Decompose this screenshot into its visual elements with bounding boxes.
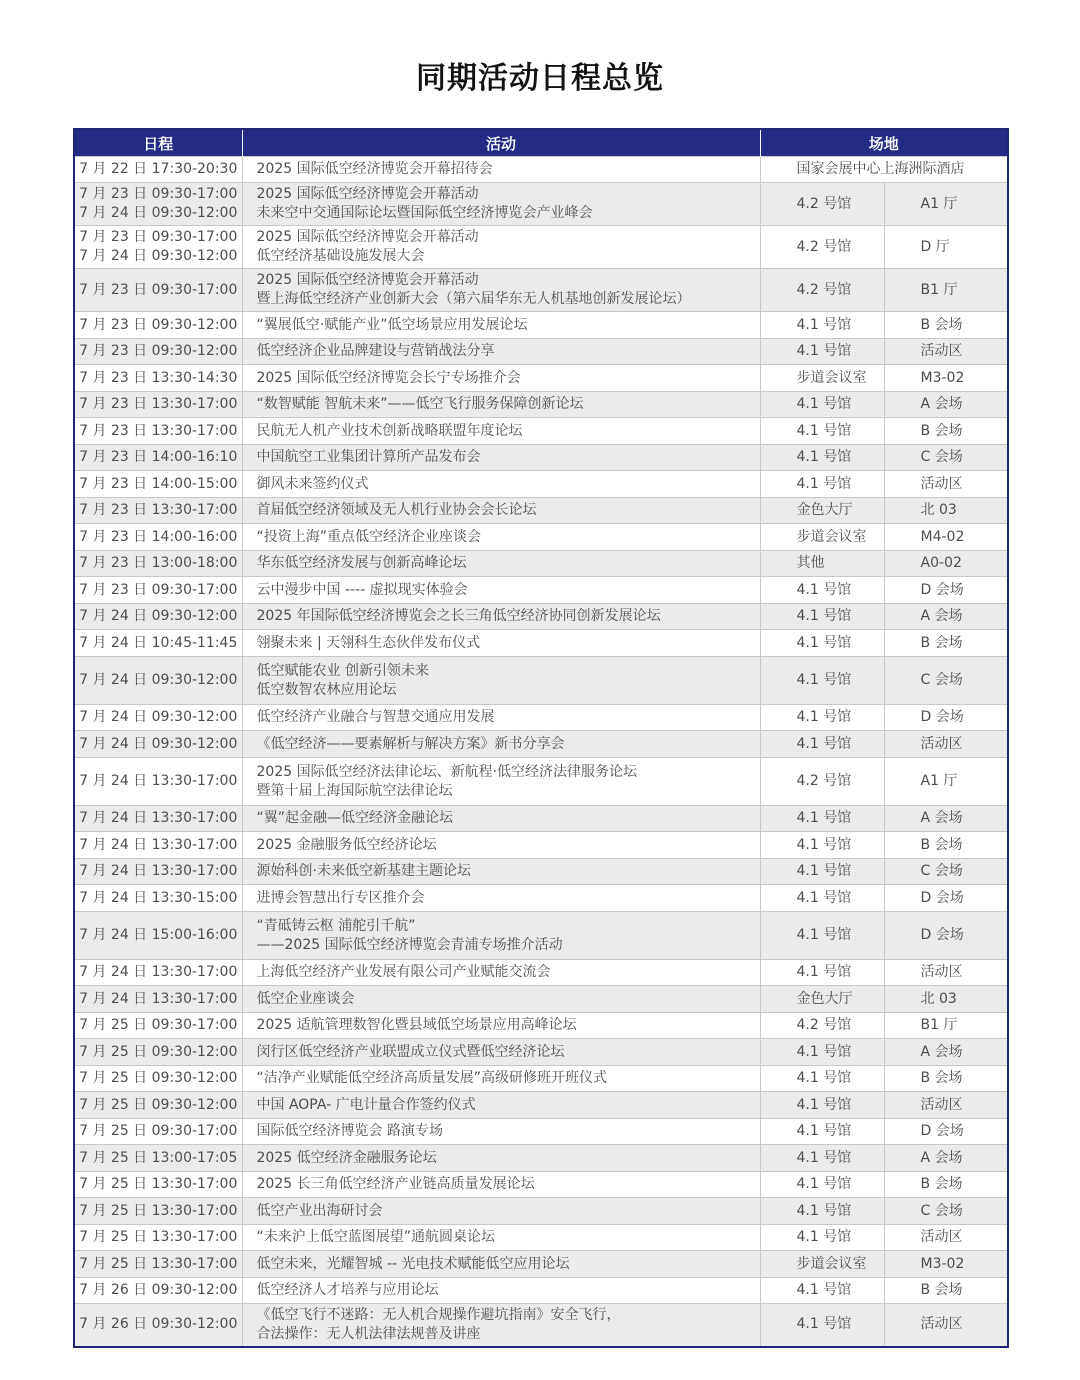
cell-date [74, 657, 242, 705]
cell-hall: 4.1 号馆 [760, 806, 884, 832]
cell-date [74, 758, 242, 806]
date-line: 7 月 23 日 09:30-17:00 [79, 581, 238, 598]
event-line: 未来空中交通国际论坛暨国际低空经济博览会产业峰会 [256, 205, 593, 221]
cell-room: 活动区 [884, 471, 1008, 498]
cell-hall: 4.1 号馆 [760, 1278, 884, 1304]
cell-hall: 步道会议室 [760, 365, 884, 392]
table-row [74, 1304, 1008, 1347]
event-line: 2025 低空经济金融服务论坛 [256, 1149, 437, 1166]
date-line: 7 月 22 日 17:30-20:30 [79, 161, 238, 177]
table-row [74, 657, 1008, 705]
cell-event [242, 339, 760, 365]
cell-date [74, 832, 242, 859]
cell-date [74, 226, 242, 269]
cell-date [74, 731, 242, 758]
cell-room: A1 厅 [884, 183, 1008, 226]
cell-date [74, 1278, 242, 1304]
table-row [74, 269, 1008, 312]
cell-date [74, 339, 242, 365]
cell-event [242, 312, 760, 339]
cell-date [74, 551, 242, 577]
date-line: 7 月 26 日 09:30-12:00 [79, 1316, 238, 1333]
cell-hall: 4.2 号馆 [760, 1013, 884, 1039]
cell-room: B 会场 [884, 1278, 1008, 1304]
cell-hall: 4.1 号馆 [760, 312, 884, 339]
cell-hall: 4.1 号馆 [760, 577, 884, 604]
table-row [74, 912, 1008, 960]
table-row [74, 1092, 1008, 1119]
cell-date [74, 1092, 242, 1119]
date-line: 7 月 24 日 13:30-15:00 [79, 889, 238, 906]
cell-room: 活动区 [884, 339, 1008, 365]
cell-room: A 会场 [884, 1039, 1008, 1066]
cell-room: B1 厅 [884, 269, 1008, 312]
table-row [74, 1251, 1008, 1278]
cell-event [242, 731, 760, 758]
cell-hall: 4.1 号馆 [760, 1225, 884, 1251]
event-line: 2025 国际低空经济博览会开幕活动 [256, 229, 479, 245]
cell-event [242, 183, 760, 226]
cell-hall: 4.1 号馆 [760, 832, 884, 859]
table-row [74, 498, 1008, 524]
cell-event [242, 885, 760, 912]
cell-hall: 4.1 号馆 [760, 339, 884, 365]
event-line: 中国 AOPA- 广电计量合作签约仪式 [256, 1096, 476, 1113]
event-line: 低空企业座谈会 [256, 990, 355, 1007]
event-line: 2025 国际低空经济博览会开幕活动 [256, 186, 479, 202]
table-row [74, 524, 1008, 551]
cell-date [74, 1251, 242, 1278]
cell-room: B 会场 [884, 312, 1008, 339]
cell-date [74, 1066, 242, 1092]
date-line: 7 月 25 日 13:00-17:05 [79, 1149, 238, 1166]
cell-date [74, 1304, 242, 1347]
cell-date [74, 630, 242, 657]
table-row [74, 1198, 1008, 1225]
cell-hall: 4.1 号馆 [760, 705, 884, 731]
date-line: 7 月 23 日 13:30-17:00 [79, 502, 238, 518]
cell-room: 活动区 [884, 731, 1008, 758]
cell-date [74, 806, 242, 832]
cell-room: D 厅 [884, 226, 1008, 269]
cell-date [74, 859, 242, 885]
cell-hall: 步道会议室 [760, 1251, 884, 1278]
cell-event [242, 1304, 760, 1347]
cell-event [242, 1092, 760, 1119]
cell-hall: 4.2 号馆 [760, 269, 884, 312]
cell-room: B 会场 [884, 630, 1008, 657]
event-line: 2025 国际低空经济法律论坛、新航程·低空经济法律服务论坛 [256, 763, 638, 780]
cell-date [74, 1039, 242, 1066]
event-line: 上海低空经济产业发展有限公司产业赋能交流会 [256, 964, 551, 980]
cell-hall: 4.1 号馆 [760, 1172, 884, 1198]
cell-event [242, 1198, 760, 1225]
table-row [74, 832, 1008, 859]
table-header-row [74, 129, 1008, 157]
cell-hall: 4.1 号馆 [760, 731, 884, 758]
event-line: 2025 国际低空经济博览会长宁专场推介会 [256, 369, 521, 386]
table-row [74, 365, 1008, 392]
table-row [74, 960, 1008, 986]
page-title: 同期活动日程总览 [416, 61, 664, 96]
cell-event [242, 960, 760, 986]
event-line: “洁净产业赋能低空经济高质量发展”高级研修班开班仪式 [256, 1070, 608, 1086]
cell-hall: 4.1 号馆 [760, 657, 884, 705]
date-line: 7 月 23 日 09:30-12:00 [79, 316, 238, 333]
cell-room: B 会场 [884, 1172, 1008, 1198]
cell-room: 活动区 [884, 1092, 1008, 1119]
event-line: 云中漫步中国 ---- 虚拟现实体验会 [256, 581, 468, 598]
cell-hall: 4.1 号馆 [760, 1119, 884, 1145]
date-line: 7 月 24 日 15:00-16:00 [79, 927, 238, 943]
event-line: “数智赋能 智航未来”——低空飞行服务保障创新论坛 [256, 396, 584, 412]
cell-event [242, 365, 760, 392]
cell-hall: 4.1 号馆 [760, 960, 884, 986]
event-line: 低空经济产业融合与智慧交通应用发展 [256, 709, 495, 725]
cell-date [74, 960, 242, 986]
cell-hall: 其他 [760, 551, 884, 577]
cell-room: D 会场 [884, 577, 1008, 604]
event-line: 低空产业出海研讨会 [256, 1202, 383, 1219]
cell-event [242, 226, 760, 269]
table-row [74, 731, 1008, 758]
cell-event [242, 806, 760, 832]
date-line: 7 月 25 日 09:30-12:00 [79, 1043, 238, 1060]
cell-hall: 金色大厅 [760, 986, 884, 1013]
table-row [74, 986, 1008, 1013]
schedule-table [73, 128, 1009, 1348]
cell-event [242, 1066, 760, 1092]
table-row [74, 705, 1008, 731]
table-row [74, 1039, 1008, 1066]
cell-hall: 4.1 号馆 [760, 1039, 884, 1066]
cell-event [242, 630, 760, 657]
event-line: 御风未来签约仪式 [256, 475, 369, 492]
cell-room: B 会场 [884, 832, 1008, 859]
event-line: 合法操作：无人机法律法规普及讲座 [256, 1325, 481, 1342]
event-line: 《低空经济——要素解析与解决方案》新书分享会 [256, 735, 565, 752]
cell-date [74, 392, 242, 418]
table-row [74, 339, 1008, 365]
cell-room: A 会场 [884, 392, 1008, 418]
date-line: 7 月 23 日 13:30-17:00 [79, 396, 238, 412]
date-line: 7 月 25 日 09:30-17:00 [79, 1017, 238, 1033]
cell-date [74, 1145, 242, 1172]
cell-date [74, 1198, 242, 1225]
cell-date [74, 183, 242, 226]
event-line: 进博会智慧出行专区推介会 [256, 889, 425, 906]
cell-event [242, 471, 760, 498]
cell-hall: 4.2 号馆 [760, 758, 884, 806]
cell-hall: 4.2 号馆 [760, 183, 884, 226]
event-line: “翼展低空·赋能产业”低空场景应用发展论坛 [256, 316, 528, 333]
cell-date [74, 471, 242, 498]
cell-date [74, 1119, 242, 1145]
table-row [74, 1145, 1008, 1172]
event-line: 低空数智农林应用论坛 [256, 681, 397, 698]
cell-hall: 4.1 号馆 [760, 1304, 884, 1347]
cell-event [242, 524, 760, 551]
table-row [74, 226, 1008, 269]
date-line: 7 月 24 日 09:30-12:00 [79, 672, 238, 688]
date-line: 7 月 25 日 09:30-17:00 [79, 1123, 238, 1139]
cell-event [242, 498, 760, 524]
event-line: 2025 适航管理数智化暨县域低空场景应用高峰论坛 [256, 1017, 577, 1033]
date-line: 7 月 23 日 14:00-15:00 [79, 475, 238, 492]
event-line: 低空赋能农业 创新引领未来 [256, 662, 429, 679]
date-line: 7 月 24 日 09:30-12:00 [79, 205, 238, 221]
cell-date [74, 885, 242, 912]
cell-event [242, 551, 760, 577]
date-line: 7 月 23 日 13:00-18:00 [79, 555, 238, 571]
cell-date [74, 365, 242, 392]
cell-room: C 会场 [884, 1198, 1008, 1225]
cell-room: B 会场 [884, 1066, 1008, 1092]
cell-room: D 会场 [884, 885, 1008, 912]
cell-event [242, 1278, 760, 1304]
cell-room: D 会场 [884, 912, 1008, 960]
cell-hall: 4.1 号馆 [760, 392, 884, 418]
cell-date [74, 445, 242, 471]
cell-room: A 会场 [884, 806, 1008, 832]
table-row [74, 1278, 1008, 1304]
cell-room: D 会场 [884, 1119, 1008, 1145]
table-row [74, 392, 1008, 418]
date-line: 7 月 24 日 13:30-17:00 [79, 773, 238, 789]
cell-hall: 4.1 号馆 [760, 445, 884, 471]
cell-date [74, 498, 242, 524]
event-line: 2025 金融服务低空经济论坛 [256, 836, 437, 853]
date-line: 7 月 25 日 13:30-17:00 [79, 1202, 238, 1219]
cell-hall: 4.2 号馆 [760, 226, 884, 269]
cell-event [242, 758, 760, 806]
cell-hall: 4.1 号馆 [760, 912, 884, 960]
event-line: ——2025 国际低空经济博览会青浦专场推介活动 [256, 936, 563, 953]
cell-event [242, 1225, 760, 1251]
date-line: 7 月 24 日 13:30-17:00 [79, 836, 238, 853]
event-line: 低空经济企业品牌建设与营销战法分享 [256, 343, 495, 359]
date-line: 7 月 23 日 14:00-16:10 [79, 449, 238, 465]
event-line: “青砥铸云枢 浦舵引千航” [256, 917, 416, 934]
table-row [74, 885, 1008, 912]
cell-event [242, 912, 760, 960]
event-line: 国际低空经济博览会 路演专场 [256, 1123, 443, 1139]
date-line: 7 月 24 日 13:30-17:00 [79, 863, 238, 879]
cell-event [242, 269, 760, 312]
cell-hall: 步道会议室 [760, 524, 884, 551]
cell-date [74, 312, 242, 339]
header-venue: 场地 [760, 129, 1008, 157]
date-line: 7 月 23 日 09:30-17:00 [79, 229, 238, 245]
cell-room: A 会场 [884, 604, 1008, 630]
table-row [74, 471, 1008, 498]
date-line: 7 月 23 日 13:30-14:30 [79, 369, 238, 386]
event-line: 民航无人机产业技术创新战略联盟年度论坛 [256, 422, 523, 439]
date-line: 7 月 23 日 09:30-12:00 [79, 343, 238, 359]
cell-date [74, 269, 242, 312]
event-line: 华东低空经济发展与创新高峰论坛 [256, 555, 467, 571]
event-line: 源始科创·未来低空新基建主题论坛 [256, 863, 471, 879]
cell-event [242, 986, 760, 1013]
event-line: 暨第十届上海国际航空法律论坛 [256, 782, 453, 799]
table-row [74, 418, 1008, 445]
cell-event [242, 859, 760, 885]
cell-room: B1 厅 [884, 1013, 1008, 1039]
date-line: 7 月 24 日 13:30-17:00 [79, 964, 238, 980]
event-line: “翼”起金融—低空经济金融论坛 [256, 810, 454, 826]
cell-room: A0-02 [884, 551, 1008, 577]
cell-room: 北 03 [884, 986, 1008, 1013]
cell-event [242, 1251, 760, 1278]
schedule-body [74, 157, 1008, 1347]
cell-event [242, 1013, 760, 1039]
cell-room: A1 厅 [884, 758, 1008, 806]
cell-room: 活动区 [884, 1304, 1008, 1347]
cell-date [74, 157, 242, 183]
table-row [74, 183, 1008, 226]
cell-event [242, 1172, 760, 1198]
cell-room: 活动区 [884, 960, 1008, 986]
event-line: 2025 年国际低空经济博览会之长三角低空经济协同创新发展论坛 [256, 608, 661, 624]
cell-event [242, 705, 760, 731]
date-line: 7 月 25 日 09:30-12:00 [79, 1096, 238, 1113]
cell-hall: 4.1 号馆 [760, 1092, 884, 1119]
event-line: 暨上海低空经济产业创新大会（第六届华东无人机基地创新发展论坛） [256, 291, 691, 307]
cell-room: C 会场 [884, 859, 1008, 885]
cell-date [74, 705, 242, 731]
date-line: 7 月 23 日 13:30-17:00 [79, 422, 238, 439]
header-event: 活动 [242, 129, 760, 157]
cell-room: 北 03 [884, 498, 1008, 524]
cell-hall: 4.1 号馆 [760, 471, 884, 498]
date-line: 7 月 25 日 13:30-17:00 [79, 1255, 238, 1272]
date-line: 7 月 23 日 09:30-17:00 [79, 281, 238, 298]
cell-date [74, 1172, 242, 1198]
event-line: 中国航空工业集团计算所产品发布会 [256, 449, 481, 465]
table-row [74, 806, 1008, 832]
cell-date [74, 577, 242, 604]
cell-event [242, 418, 760, 445]
cell-room: A 会场 [884, 1145, 1008, 1172]
date-line: 7 月 23 日 14:00-16:00 [79, 528, 238, 545]
table-row [74, 859, 1008, 885]
date-line: 7 月 23 日 09:30-17:00 [79, 186, 238, 202]
event-line: 低空经济基础设施发展大会 [256, 248, 425, 264]
date-line: 7 月 24 日 09:30-12:00 [79, 735, 238, 752]
date-line: 7 月 26 日 09:30-12:00 [79, 1282, 238, 1298]
date-line: 7 月 24 日 09:30-12:00 [79, 709, 238, 725]
cell-hall: 4.1 号馆 [760, 1198, 884, 1225]
event-line: 2025 国际低空经济博览会开幕招待会 [256, 161, 493, 177]
event-line: 首届低空经济领域及无人机行业协会会长论坛 [256, 502, 537, 518]
date-line: 7 月 24 日 13:30-17:00 [79, 990, 238, 1007]
table-row [74, 551, 1008, 577]
cell-event [242, 577, 760, 604]
event-line: 翎聚未来 | 天翎科生态伙伴发布仪式 [256, 634, 481, 651]
cell-room: C 会场 [884, 657, 1008, 705]
cell-hall: 4.1 号馆 [760, 604, 884, 630]
cell-hall: 4.1 号馆 [760, 418, 884, 445]
table-row [74, 1119, 1008, 1145]
cell-event [242, 1145, 760, 1172]
header-date: 日程 [74, 129, 242, 157]
cell-event [242, 392, 760, 418]
cell-event [242, 604, 760, 630]
cell-event [242, 657, 760, 705]
date-line: 7 月 25 日 13:30-17:00 [79, 1176, 238, 1192]
event-line: 低空未来，光耀智城 -- 光电技术赋能低空应用论坛 [256, 1255, 570, 1272]
cell-hall: 4.1 号馆 [760, 1145, 884, 1172]
event-line: 闵行区低空经济产业联盟成立仪式暨低空经济论坛 [256, 1043, 565, 1060]
event-line: 《低空飞行不迷路：无人机合规操作避坑指南》安全飞行， [256, 1306, 621, 1323]
table-row [74, 312, 1008, 339]
cell-date [74, 418, 242, 445]
cell-room: M3-02 [884, 1251, 1008, 1278]
table-row [74, 445, 1008, 471]
event-line: “投资上海”重点低空经济企业座谈会 [256, 528, 482, 545]
date-line: 7 月 24 日 09:30-12:00 [79, 248, 238, 264]
cell-date [74, 1013, 242, 1039]
cell-room: 活动区 [884, 1225, 1008, 1251]
cell-hall: 4.1 号馆 [760, 859, 884, 885]
cell-room: M4-02 [884, 524, 1008, 551]
cell-event [242, 1039, 760, 1066]
table-row [74, 1172, 1008, 1198]
cell-hall: 金色大厅 [760, 498, 884, 524]
event-line: 低空经济人才培养与应用论坛 [256, 1282, 439, 1298]
cell-room: B 会场 [884, 418, 1008, 445]
cell-event [242, 1119, 760, 1145]
date-line: 7 月 24 日 10:45-11:45 [79, 634, 238, 651]
table-row [74, 630, 1008, 657]
event-line: 2025 国际低空经济博览会开幕活动 [256, 272, 479, 288]
table-row [74, 1066, 1008, 1092]
date-line: 7 月 25 日 13:30-17:00 [79, 1229, 238, 1245]
table-row [74, 1013, 1008, 1039]
cell-venue: 国家会展中心上海洲际酒店 [760, 157, 1008, 183]
date-line: 7 月 25 日 09:30-12:00 [79, 1070, 238, 1086]
cell-date [74, 986, 242, 1013]
cell-room: C 会场 [884, 445, 1008, 471]
table-row [74, 157, 1008, 183]
cell-hall: 4.1 号馆 [760, 630, 884, 657]
event-line: 2025 长三角低空经济产业链高质量发展论坛 [256, 1176, 535, 1192]
table-row [74, 758, 1008, 806]
cell-hall: 4.1 号馆 [760, 1066, 884, 1092]
cell-date [74, 1225, 242, 1251]
cell-date [74, 604, 242, 630]
cell-event [242, 157, 760, 183]
cell-event [242, 445, 760, 471]
cell-room: M3-02 [884, 365, 1008, 392]
date-line: 7 月 24 日 13:30-17:00 [79, 810, 238, 826]
table-row [74, 577, 1008, 604]
table-row [74, 1225, 1008, 1251]
cell-hall: 4.1 号馆 [760, 885, 884, 912]
cell-date [74, 524, 242, 551]
table-row [74, 604, 1008, 630]
cell-event [242, 832, 760, 859]
event-line: “未来沪上低空蓝图展望”通航圆桌论坛 [256, 1229, 496, 1245]
date-line: 7 月 24 日 09:30-12:00 [79, 608, 238, 624]
cell-room: D 会场 [884, 705, 1008, 731]
cell-date [74, 912, 242, 960]
